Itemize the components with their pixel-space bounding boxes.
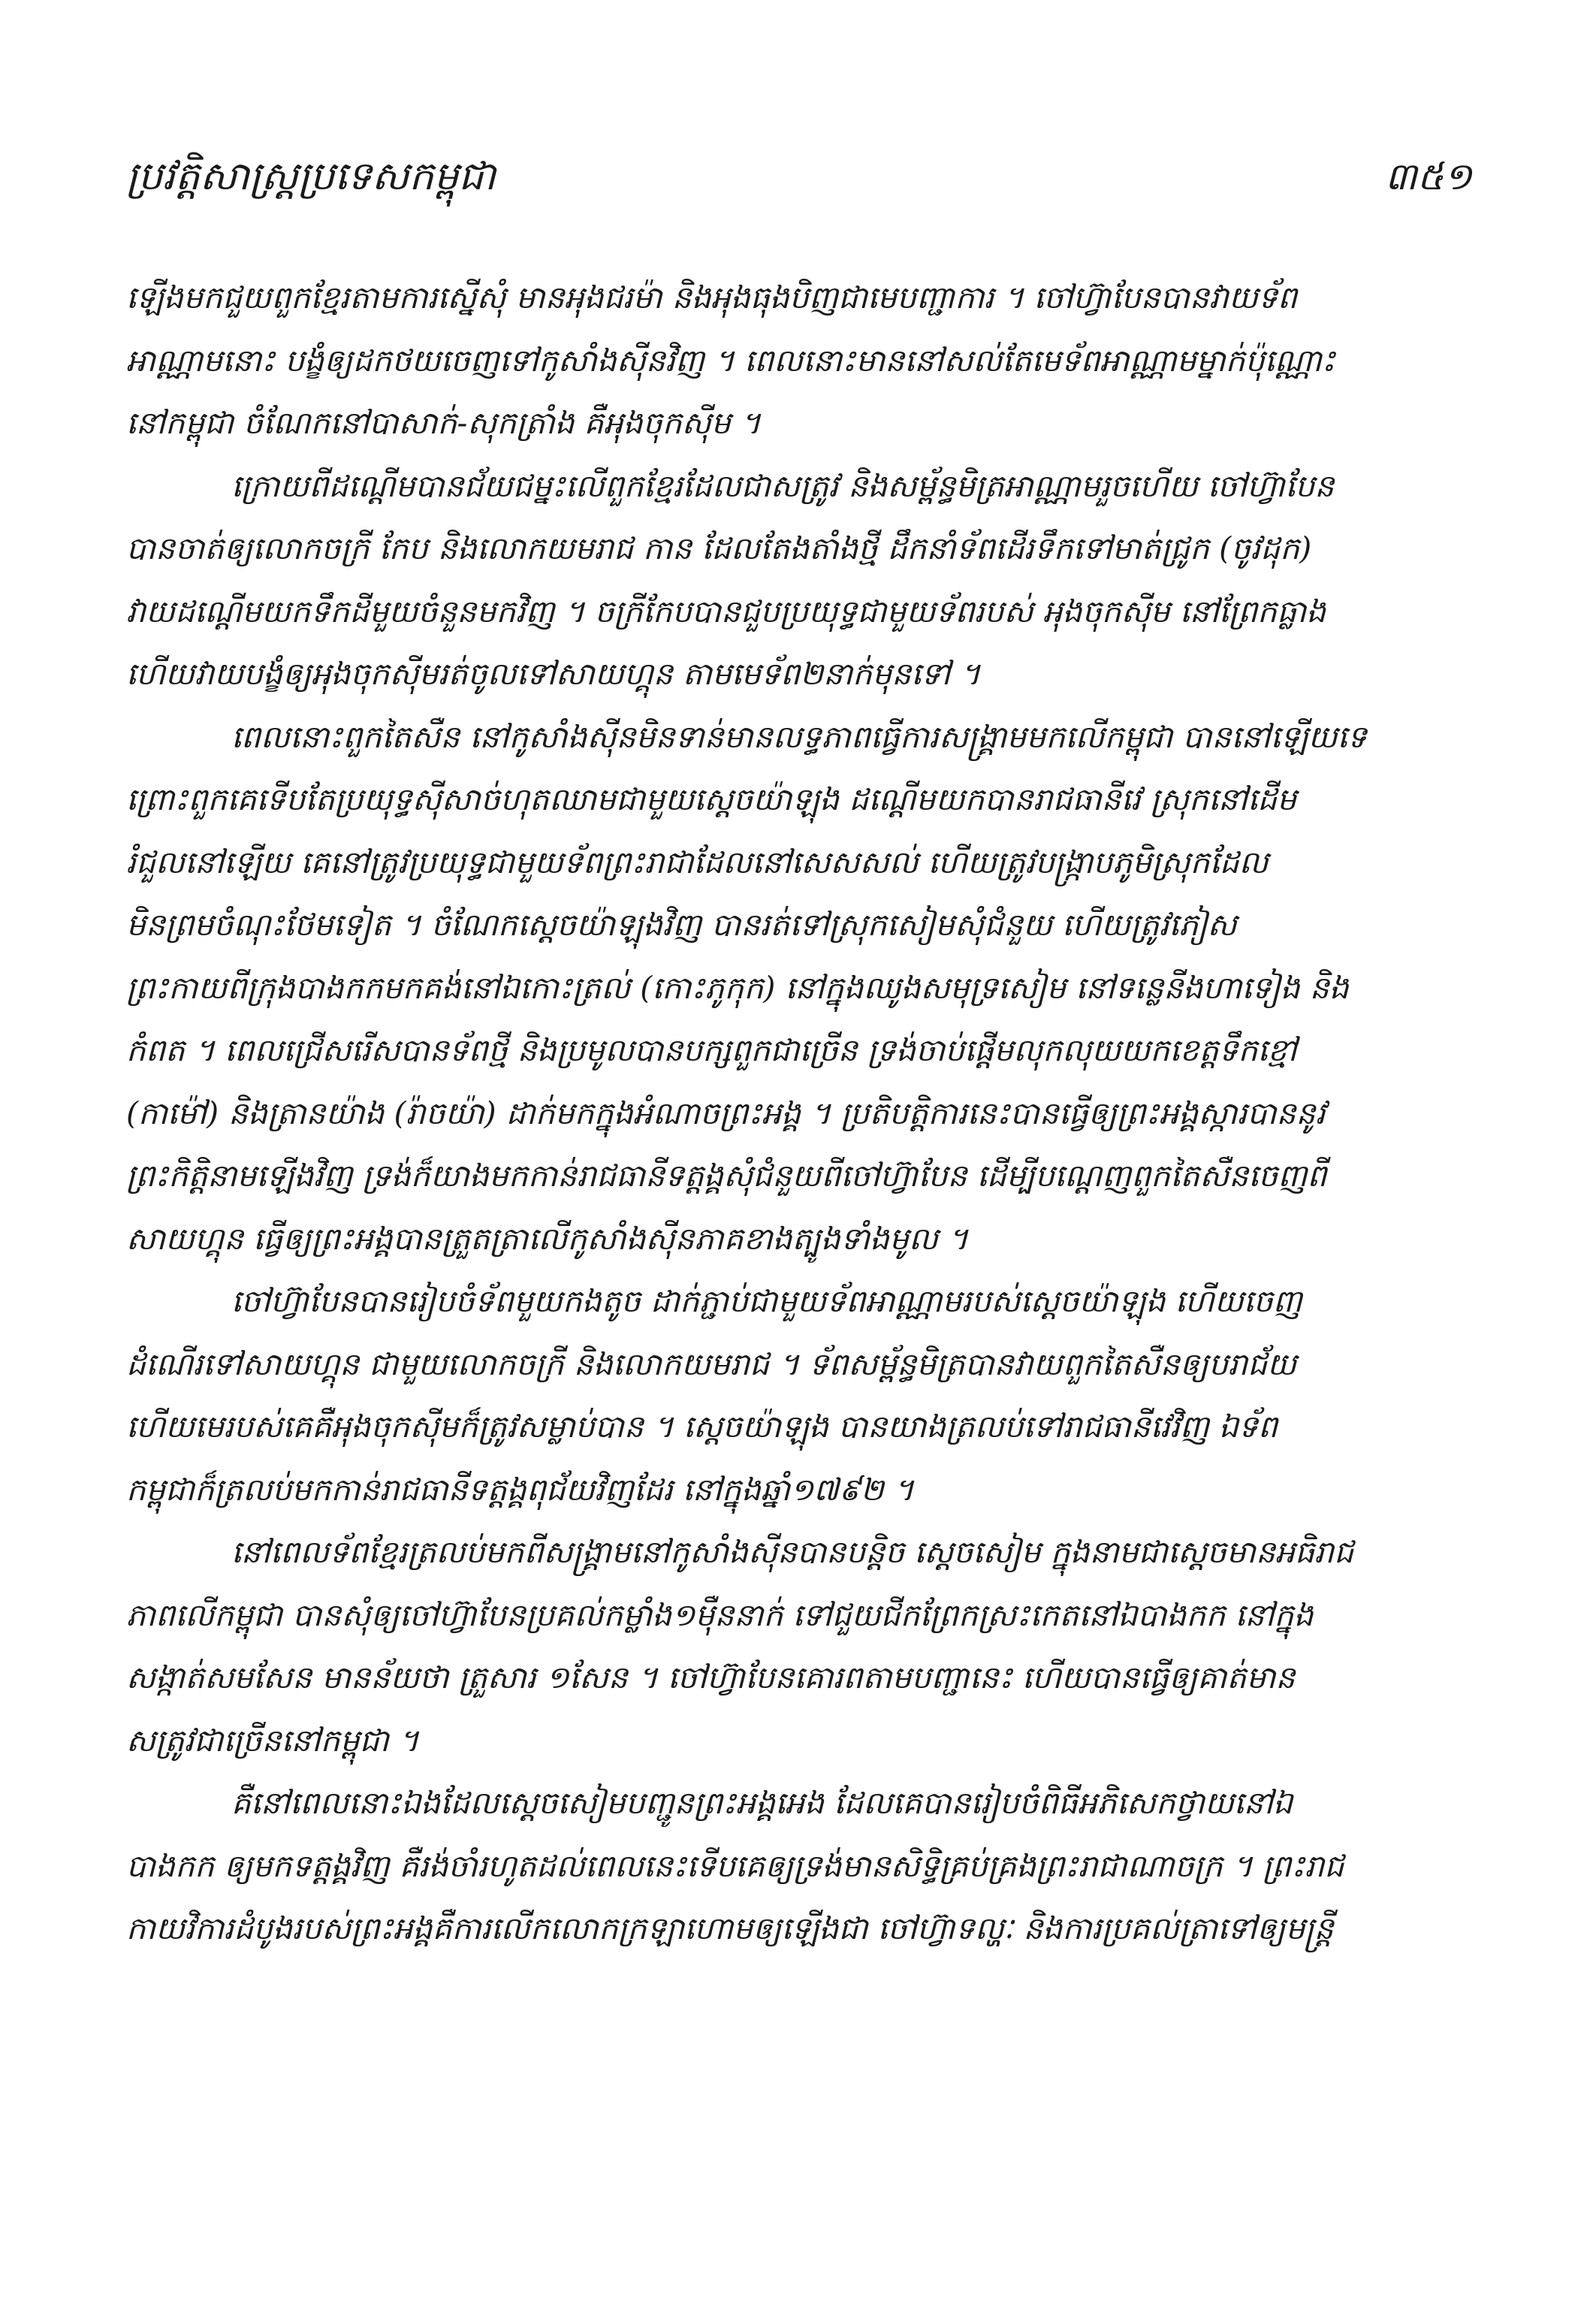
page-number: ៣៥១ — [1385, 154, 1472, 198]
text-line: វាយដណ្តើមយកទឹកដីមួយចំនួនមកវិញ ។ ចក្រីកែបបានជួបប្រយុទ្ធជាមួយទ័ពរបស់ អុងចុកស៊ីម នៅព្រែកធ្លាង — [126, 593, 1326, 630]
text-line: សាយហ្គុន ធ្វើឲ្យព្រះអង្គបានត្រួតត្រាលើកូសាំងស៊ីនភាគខាងត្បូងទាំងមូល ។ — [126, 1220, 969, 1257]
text-line: ក្រោយពីដណ្តើមបានជ័យជម្នះលើពួកខ្មែរដែលជាសត្រូវ និងសម្ព័ន្ធមិត្រអាណ្ណាមរួចហើយ ចៅហ៊្វាបែន — [231, 467, 1335, 504]
text-line: ពេលនោះពួកតៃសឺន នៅកូសាំងស៊ីនមិនទាន់មានលទ្ធភាពធ្វើការសង្គ្រាមមកលើកម្ពុជា បាននៅឡើយទេ — [231, 718, 1367, 755]
text-line: បានចាត់ឲ្យលោកចក្រី កែប និងលោកយមរាជ កាន ដែលតែងតាំងថ្មី ដឹកនាំទ័ពដើរទឹកទៅមាត់ជ្រូក (ចូវដុក) — [126, 530, 1312, 566]
text-line: នៅពេលទ័ពខ្មែរត្រលប់មកពីសង្គ្រាមនៅកូសាំងស៊ីនបានបន្តិច ស្តេចសៀម ក្នុងនាមជាស្តេចមានអធិរាជ — [231, 1534, 1354, 1570]
text-line: រំជួលនៅឡើយ គេនៅត្រូវប្រយុទ្ធជាមួយទ័ពព្រះរាជាដែលនៅសេសសល់ ហើយត្រូវបង្ក្រាបភូមិស្រុកដែល — [126, 844, 1269, 880]
text-line: សត្រូវជាច្រើននៅកម្ពុជា ។ — [126, 1722, 419, 1759]
text-line: (កាម៉ៅ) និងត្រានយ៉ាង (រ៉ាចយ៉ា) ដាក់មកក្នុងអំណាចព្រះអង្គ ។ ប្រតិបត្តិការនេះបានធ្វើឲ្យព្រះអង្គស្ការបាននូវ — [126, 1095, 1326, 1131]
text-line: នៅកម្ពុជា ចំណែកនៅបាសាក់-សុកត្រាំង គឺអុងចុកស៊ីម ។ — [126, 405, 761, 441]
text-line: កម្ពុជាក៏ត្រលប់មកកាន់រាជធានីទត្តង្គពុជ័យវិញដែរ នៅក្នុងឆ្នាំ១៧៩២ ។ — [126, 1471, 914, 1508]
text-line: ព្រះកាយពីក្រុងបាងកកមកគង់នៅឯកោះត្រល់ (កោះភូកុក) នៅក្នុងឈូងសមុទ្រសៀម នៅទន្លេនីងហាទៀង និង — [126, 969, 1349, 1006]
text-line: ចៅហ៊្វាបែនបានរៀបចំទ័ពមួយកងតូច ដាក់ភ្ជាប់ជាមួយទ័ពអាណ្ណាមរបស់ស្តេចយ៉ាឡុង ហើយចេញ — [231, 1283, 1302, 1319]
page-header — [126, 150, 1472, 210]
text-line: ព្រះកិត្តិនាមឡើងវិញ ទ្រង់ក៏យាងមកកាន់រាជធានីទត្តង្គសុំជំនួយពីចៅហ៊្វាបែន ដើម្បីបណ្តេញពួកតៃសឺនចេញពី — [126, 1158, 1327, 1194]
text-line: កំពត ។ ពេលជ្រើសរើសបានទ័ពថ្មី និងប្រមូលបានបក្សពួកជាច្រើន ទ្រង់ចាប់ផ្តើមលុកលុយយកខេត្តទឹកខ្មៅ — [126, 1032, 1297, 1068]
body-text — [126, 267, 1472, 1961]
text-line: ព្រោះពួកគេទើបតែប្រយុទ្ធស៊ីសាច់ហុតឈាមជាមួយស្តេចយ៉ាឡុង ដណ្តើមយកបានរាជធានីវេ ស្រុកនៅដើម — [126, 781, 1297, 817]
text-line: កាយវិការដំបូងរបស់ព្រះអង្គគឺការលើកលោកក្រឡាហោមឲ្យឡើងជា ចៅហ៊្វាទល្ហៈ និងការប្រគល់ត្រាទៅឲ្យមន្ត្រី — [126, 1910, 1334, 1946]
text-line: ហើយវាយបង្ខំឲ្យអុងចុកស៊ីមរត់ចូលទៅសាយហ្គុន តាមមេទ័ព២នាក់មុនទៅ ។ — [126, 656, 981, 692]
text-line: បាងកក ឲ្យមកទត្តង្គវិញ គឺរង់ចាំរហូតដល់ពេលនេះទើបគេឲ្យទ្រង់មានសិទ្ធិគ្រប់គ្រងព្រះរាជាណាចក្រ ។ ព្រះរាជ — [126, 1847, 1344, 1884]
text-line: ដំណើរទៅសាយហ្គុន ជាមួយលោកចក្រី និងលោកយមរាជ ។ ទ័ពសម្ព័ន្ធមិត្របានវាយពួកតៃសឺនឲ្យបរាជ័យ — [126, 1345, 1297, 1382]
text-line: សង្កាត់សមសែន មានន័យថា ត្រួសារ ១សែន ។ ចៅហ៊្វាបែនគោរពតាមបញ្ជានេះ ហើយបានធ្វើឲ្យគាត់មាន — [126, 1659, 1296, 1696]
running-title: ប្រវត្តិសាស្ត្រប្រទេសកម្ពុជា — [126, 154, 496, 199]
text-line: អាណ្ណាមនោះ បង្ខំឲ្យដកថយចេញទៅកូសាំងស៊ីនវិញ ។ ពេលនោះមាននៅសល់តែមេទ័ពអាណ្ណាមម្នាក់ប៉ុណ្ណោះ — [126, 342, 1335, 379]
text-line: ហើយមេរបស់គេគឺអុងចុកស៊ីមក៏ត្រូវសម្លាប់បាន ។ ស្តេចយ៉ាឡុង បានយាងត្រលប់ទៅរាជធានីវេវិញ ឯទ័ព — [126, 1409, 1278, 1445]
text-line: គឺនៅពេលនោះឯងដែលស្តេចសៀមបញ្ជូនព្រះអង្គអេង ដែលគេបានរៀបចំពិធីអភិសេកថ្វាយនៅឯ — [231, 1785, 1293, 1821]
text-line: ភាពលើកម្ពុជា បានសុំឲ្យចៅហ៊្វាបែនប្រគល់កម្លាំង១ម៉ឺននាក់ ទៅជួយជីកព្រែកស្រះកេតនៅឯបាងកក នៅក្នុង — [126, 1596, 1314, 1633]
text-line: មិនព្រមចំណុះថែមទៀត ។ ចំណែកស្តេចយ៉ាឡុងវិញ បានរត់ទៅស្រុកសៀមសុំជំនួយ ហើយត្រូវភៀស — [126, 907, 1237, 943]
text-line: ឡើងមកជួយពួកខ្មែរតាមការស្នើសុំ មានអុងជរម៉ា និងអុងធុងបិញជាមេបញ្ជាការ ។ ចៅហ៊្វាបែនបានវាយទ័ព — [126, 279, 1297, 316]
